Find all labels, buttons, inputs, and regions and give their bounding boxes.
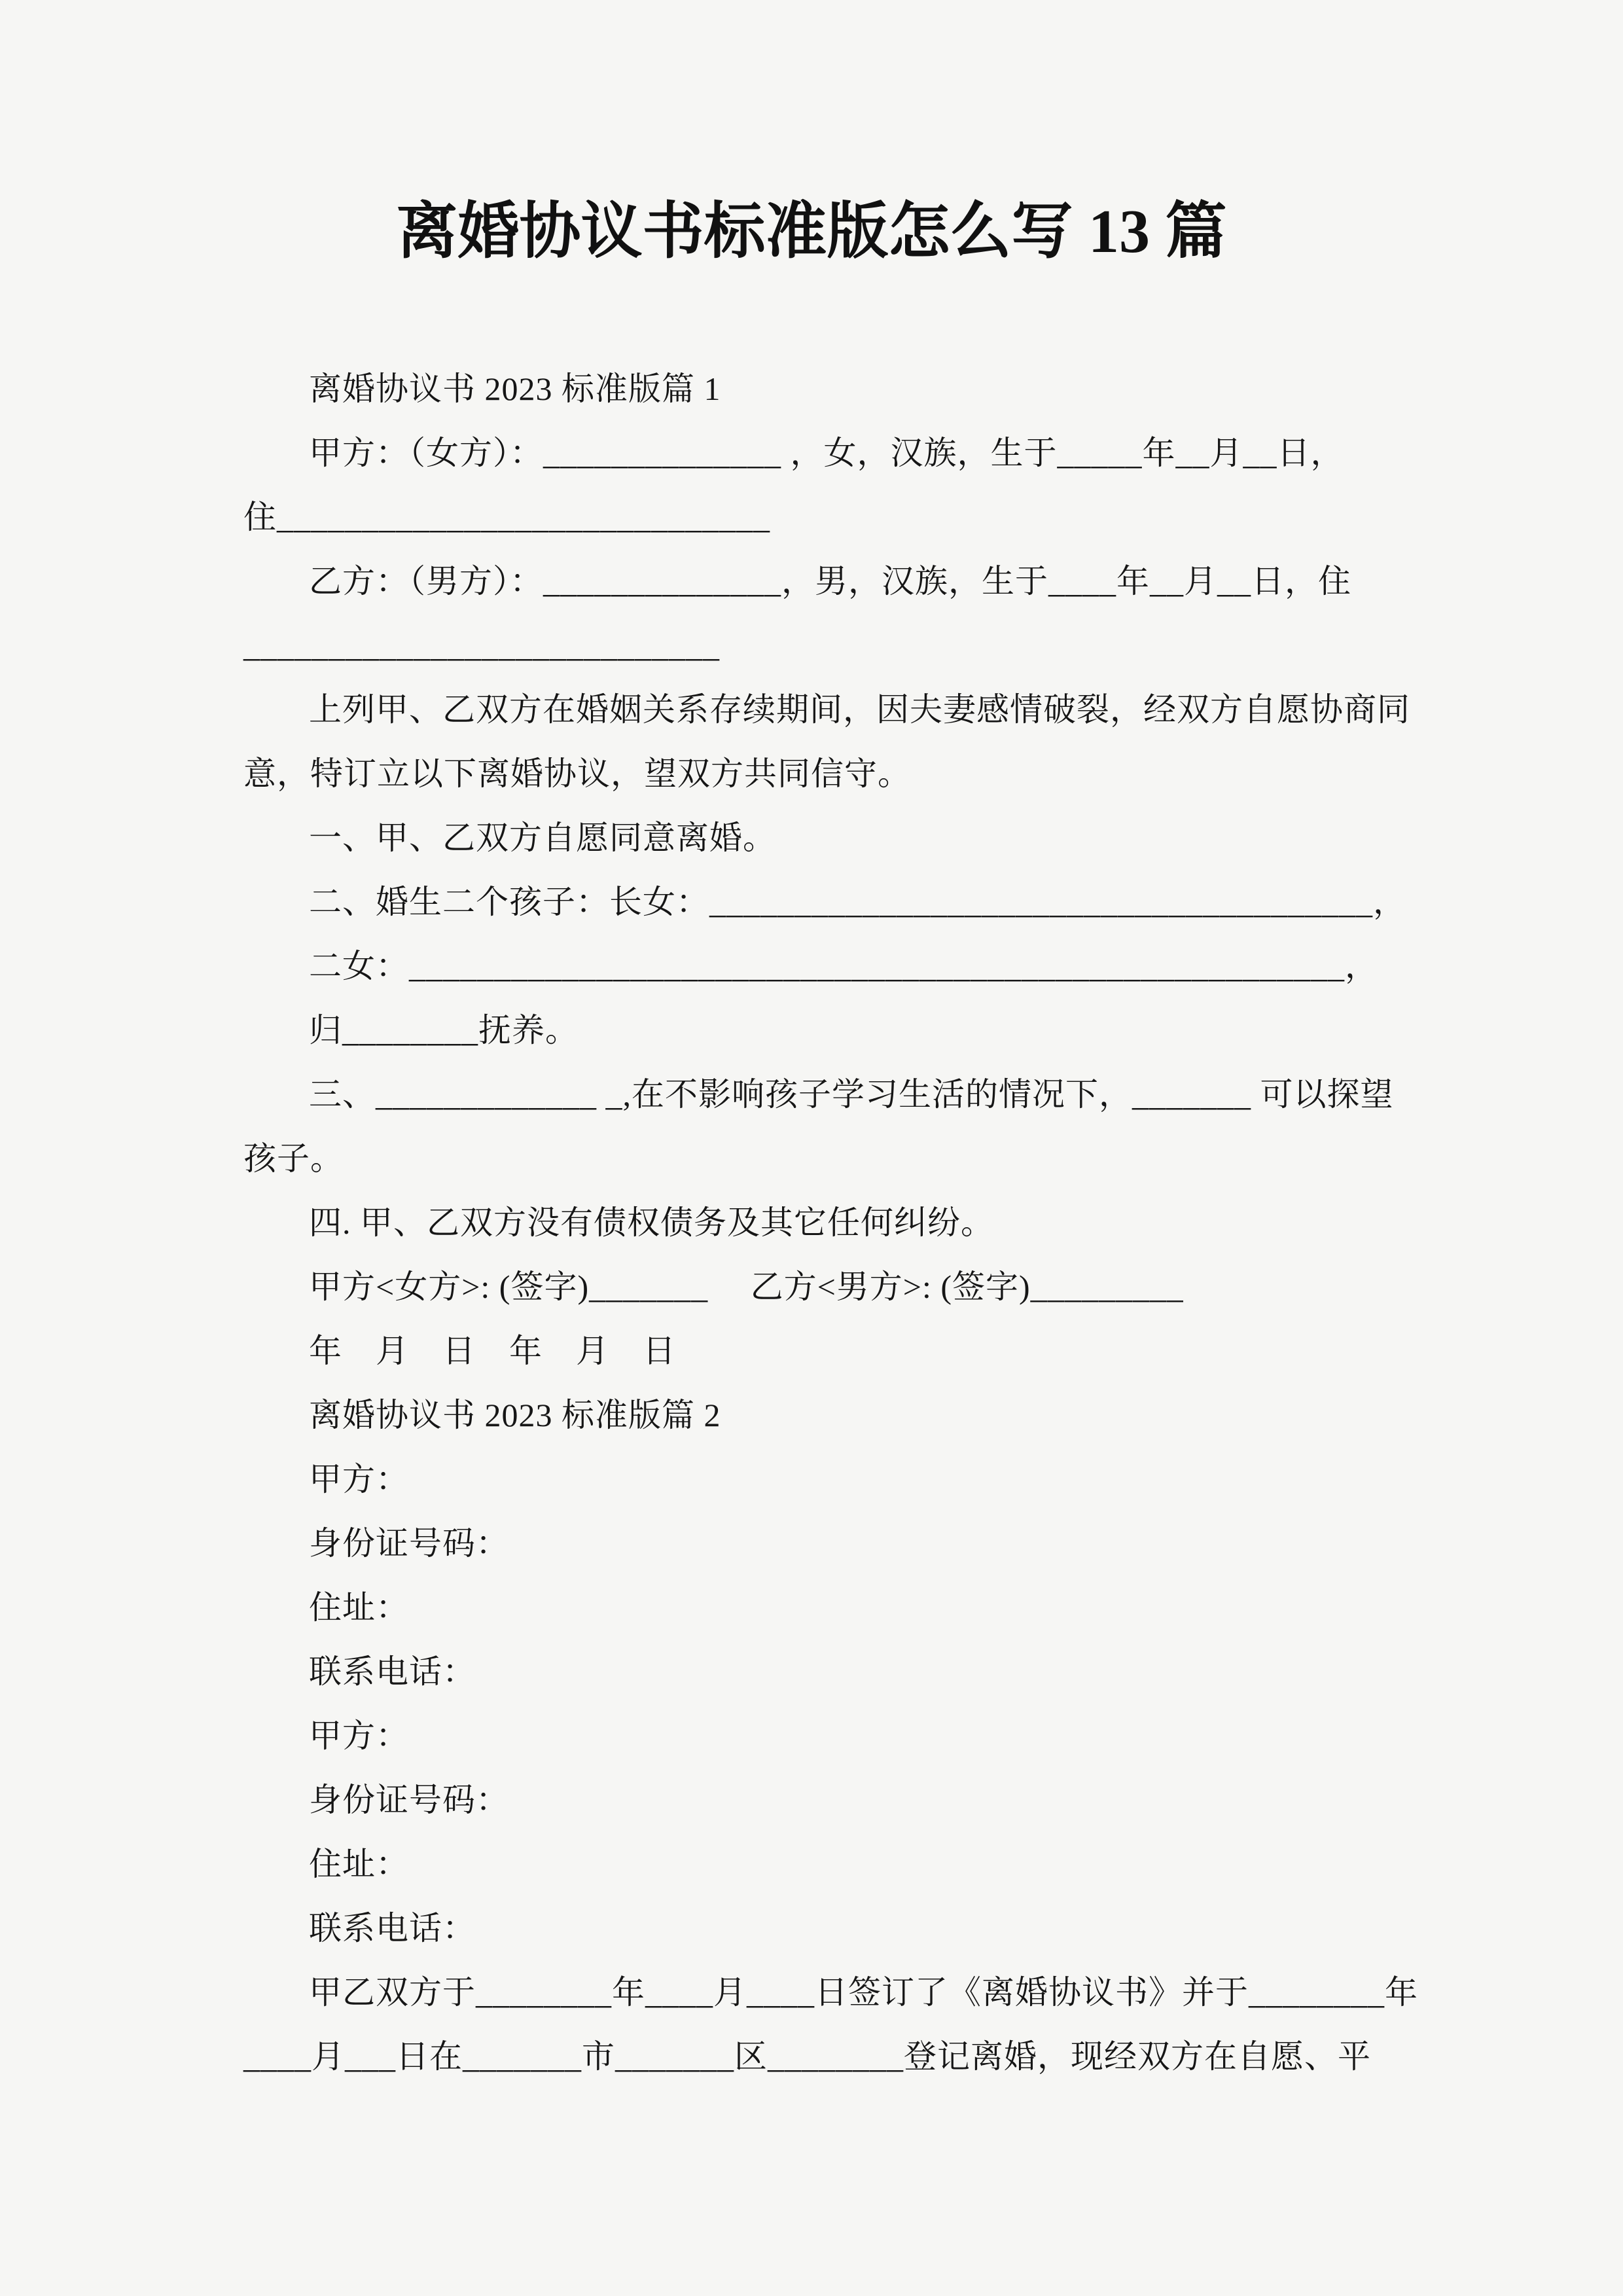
document-line: 住_____________________________ — [243, 499, 770, 535]
document-line: ____________________________ — [243, 627, 720, 664]
document-line: ____月___日在_______市_______区________登记离婚，现经双方在自愿、平 — [243, 2038, 1371, 2075]
document-line: 甲方： — [309, 1717, 409, 1754]
document-line: 二女：_______________________________________________________， — [309, 948, 1378, 984]
document-line: 甲方<女方>: (签字)_______ 乙方<男方>: (签字)_________ — [309, 1268, 1184, 1305]
document-title: 离婚协议书标准版怎么写 13 篇 — [396, 198, 1227, 266]
document-line: 住址： — [309, 1589, 409, 1626]
document-line: 三、_____________ _,在不影响孩子学习生活的情况下，_______ 可以探望 — [309, 1076, 1394, 1113]
document-line: 住址： — [309, 1846, 409, 1882]
document-line: 甲乙双方于________年____月____日签订了《离婚协议书》并于________年 — [309, 1974, 1418, 2011]
document-line: 联系电话： — [309, 1653, 476, 1690]
document-line: 甲方：（女方）：______________ ，女，汉族，生于_____年__月__日， — [309, 435, 1344, 471]
document-body — [243, 357, 1418, 2089]
document-line: 甲方： — [309, 1461, 409, 1498]
document-line: 身份证号码： — [309, 1782, 509, 1818]
document-line: 身份证号码： — [309, 1525, 509, 1562]
document-line: 二、婚生二个孩子：长女：_______________________________________， — [309, 884, 1406, 920]
document-line: 四. 甲、乙双方没有债权债务及其它任何纠纷。 — [309, 1204, 994, 1241]
document-line: 一、甲、乙双方自愿同意离婚。 — [309, 819, 776, 856]
document-line: 归________抚养。 — [309, 1012, 579, 1049]
document-line: 乙方：（男方）：______________，男，汉族，生于____年__月__日，住 — [309, 563, 1351, 600]
document-line: 年 月 日 年 月 日 — [309, 1333, 676, 1369]
document-line: 意，特订立以下离婚协议，望双方共同信守。 — [243, 755, 911, 792]
document-line: 联系电话： — [309, 1910, 476, 1946]
document-line: 孩子。 — [243, 1140, 344, 1177]
document-line: 离婚协议书 2023 标准版篇 2 — [309, 1397, 721, 1433]
document-line: 离婚协议书 2023 标准版篇 1 — [309, 370, 721, 407]
document-line: 上列甲、乙双方在婚姻关系存续期间，因夫妻感情破裂，经双方自愿协商同 — [309, 691, 1410, 728]
